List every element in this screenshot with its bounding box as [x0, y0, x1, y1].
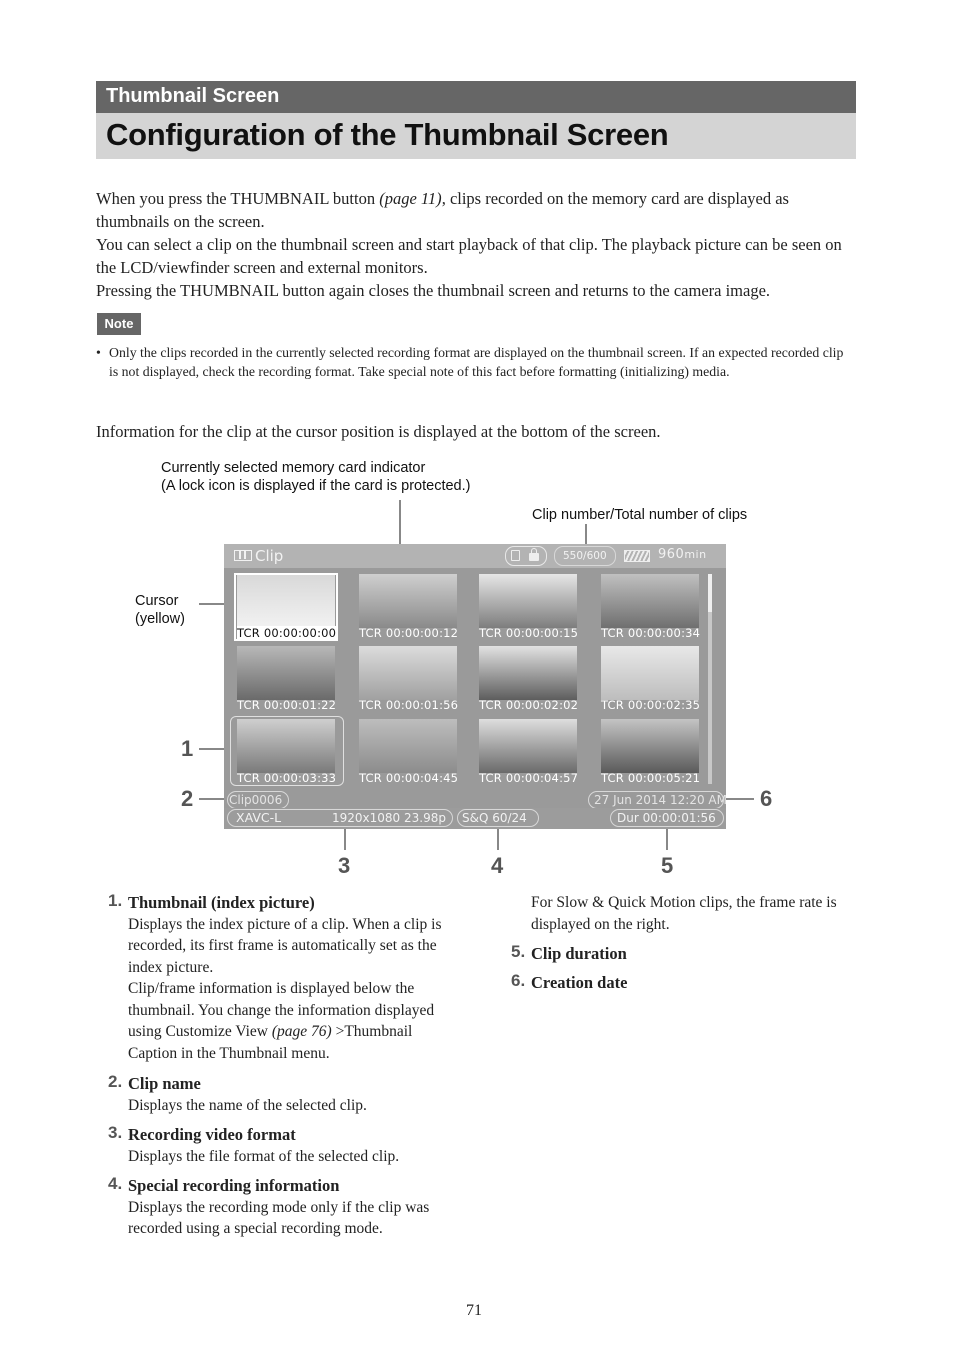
page-number: 71 — [466, 1302, 482, 1319]
callout-line: (yellow) — [135, 611, 185, 627]
marker-2: 2 — [181, 786, 194, 811]
special-recording: S&Q 60/24 — [462, 811, 527, 825]
clip-thumbnail[interactable] — [601, 719, 699, 773]
marker-4: 4 — [491, 853, 504, 878]
thumbnail-timecode: TCR 00:00:02:35 — [601, 698, 701, 712]
item-number: 2. — [108, 1072, 123, 1091]
clip-thumbnail[interactable] — [601, 646, 699, 700]
item-desc: Displays the file format of the selected clip. — [128, 1147, 400, 1165]
item-desc — [128, 978, 458, 1064]
recording-format: XAVC-L — [236, 810, 282, 825]
section-header — [96, 81, 856, 113]
item-heading: Creation date — [531, 973, 628, 992]
clip-thumbnail[interactable] — [479, 574, 577, 628]
marker-3: 3 — [338, 853, 351, 878]
item-recording-format — [108, 1123, 478, 1167]
thumbnail-timecode: TCR 00:00:00:12 — [359, 626, 459, 640]
resolution: 1920x1080 23.98p — [332, 811, 446, 825]
leader-line — [497, 828, 499, 850]
marker-1: 1 — [181, 736, 194, 761]
intro-paragraph-1 — [96, 187, 856, 233]
intro-text: , clips recorded on the memory card are displayed as thumbnails on the screen. — [96, 189, 789, 231]
leader-line — [344, 828, 346, 850]
remaining-unit: min — [684, 548, 707, 561]
bullet: • — [96, 345, 101, 360]
thumbnail-timecode: TCR 00:00:00:00 — [237, 626, 337, 640]
clip-number-callout: Clip number/Total number of clips — [532, 507, 748, 523]
thumbnail-title: Clip — [255, 547, 284, 565]
callout-line: Cursor — [135, 593, 179, 609]
creation-date-pill — [588, 791, 727, 809]
item-number: 6. — [511, 971, 526, 990]
thumbnail-screen — [224, 544, 726, 829]
clip-thumbnail[interactable] — [359, 574, 457, 628]
clip-thumbnail[interactable] — [601, 574, 699, 628]
page-title: Configuration of the Thumbnail Screen — [106, 117, 669, 152]
page-link[interactable]: (page 11) — [379, 189, 442, 208]
info-line: Information for the clip at the cursor position is displayed at the bottom of the screen. — [96, 422, 661, 441]
item-desc-text: >Thumbnail Caption in the Thumbnail menu. — [128, 1023, 413, 1062]
thumbnail-highlight — [230, 716, 344, 786]
special-rec-pill — [457, 809, 539, 827]
thumbnail-timecode: TCR 00:00:04:57 — [479, 771, 579, 785]
page-link[interactable]: (page 76) — [271, 1023, 332, 1040]
cursor-frame — [234, 573, 338, 641]
clip-name: Clip0006 — [229, 793, 283, 807]
format-pill — [227, 809, 453, 827]
clip-duration: Dur 00:00:01:56 — [617, 811, 716, 825]
item-special-recording — [108, 1174, 478, 1240]
clip-thumbnail[interactable] — [359, 646, 457, 700]
item-desc: Displays the recording mode only if the clip was recorded using a special recording mode. — [128, 1198, 430, 1237]
item-desc: For Slow & Quick Motion clips, the frame rate is displayed on the right. — [531, 894, 837, 933]
intro-text: When you press the THUMBNAIL button — [96, 189, 380, 208]
leader-line — [666, 828, 668, 850]
marker-5: 5 — [661, 853, 674, 878]
clip-film-icon — [234, 550, 252, 561]
battery-icon — [624, 550, 650, 562]
item-heading: Clip name — [128, 1074, 201, 1093]
marker-6: 6 — [760, 786, 773, 811]
callout-line: Currently selected memory card indicator — [161, 460, 426, 476]
item-heading: Special recording information — [128, 1176, 340, 1195]
clip-thumbnail[interactable] — [479, 646, 577, 700]
item-clip-duration — [511, 942, 881, 965]
thumbnail-header-bar — [224, 544, 726, 568]
lock-icon-shackle — [531, 548, 537, 554]
thumbnail-timecode: TCR 00:00:03:33 — [237, 771, 337, 785]
item-heading: Clip duration — [531, 944, 627, 963]
creation-date: 27 Jun 2014 12:20 AM — [594, 793, 727, 807]
item-desc: Displays the name of the selected clip. — [128, 1096, 367, 1114]
item-desc: Displays the index picture of a clip. When a clip is recorded, its first frame is automatically set as the index picture. — [128, 915, 442, 976]
clip-name-pill — [227, 791, 289, 809]
lock-icon — [529, 553, 539, 561]
memory-card-icon — [511, 550, 520, 561]
scrollbar-thumb[interactable] — [708, 574, 712, 612]
scrollbar[interactable] — [708, 574, 712, 784]
item-number: 1. — [108, 891, 123, 910]
note-text — [96, 343, 856, 381]
item-number: 3. — [108, 1123, 123, 1142]
callout-line: (A lock icon is displayed if the card is protected.) — [161, 478, 471, 494]
clip-thumbnail[interactable] — [237, 646, 335, 700]
clip-thumbnail[interactable] — [479, 719, 577, 773]
item-heading: Thumbnail (index picture) — [128, 893, 315, 912]
thumbnail-timecode: TCR 00:00:00:34 — [601, 626, 701, 640]
card-indicator — [505, 546, 547, 566]
item-number: 5. — [511, 942, 526, 961]
remaining-value: 960 — [658, 547, 685, 562]
item-special-recording-cont — [531, 892, 856, 935]
item-desc-text: Clip/frame information is displayed below the thumbnail. You change the information displayed using Customize View — [128, 980, 435, 1040]
leader-line — [585, 524, 587, 546]
remaining-time — [658, 547, 707, 563]
page-title-bar — [96, 113, 856, 159]
item-clip-name — [108, 1072, 478, 1116]
cursor-callout — [135, 592, 185, 628]
thumbnail-timecode: TCR 00:00:01:22 — [237, 698, 337, 712]
note-body: Only the clips recorded in the currently selected recording format are displayed on the thumbnail screen. If an expected recorded clip is not displayed, check the recording format. Take special note of this fact before formatting (initializing) media. — [109, 345, 844, 379]
item-number: 4. — [108, 1174, 123, 1193]
item-thumbnail — [108, 891, 478, 1064]
item-heading: Recording video format — [128, 1125, 296, 1144]
section-title: Thumbnail Screen — [106, 85, 280, 107]
thumbnail-timecode: TCR 00:00:05:21 — [601, 771, 701, 785]
thumbnail-timecode: TCR 00:00:02:02 — [479, 698, 579, 712]
leader-line — [724, 798, 754, 800]
duration-pill — [610, 809, 724, 827]
clip-count: 550/600 — [563, 550, 607, 562]
item-creation-date — [511, 971, 881, 994]
clip-count-pill — [554, 546, 616, 566]
thumbnail-timecode: TCR 00:00:01:56 — [359, 698, 459, 712]
intro-paragraph-2: You can select a clip on the thumbnail screen and start playback of that clip. The playback picture can be seen on the LCD/viewfinder screen and external monitors. — [96, 235, 842, 277]
thumbnail-timecode: TCR 00:00:04:45 — [359, 771, 459, 785]
thumbnail-timecode: TCR 00:00:00:15 — [479, 626, 579, 640]
card-indicator-callout — [161, 459, 470, 495]
intro-paragraph-3: Pressing the THUMBNAIL button again closes the thumbnail screen and returns to the camera image. — [96, 281, 771, 300]
note-badge: Note — [97, 313, 141, 335]
clip-thumbnail[interactable] — [359, 719, 457, 773]
